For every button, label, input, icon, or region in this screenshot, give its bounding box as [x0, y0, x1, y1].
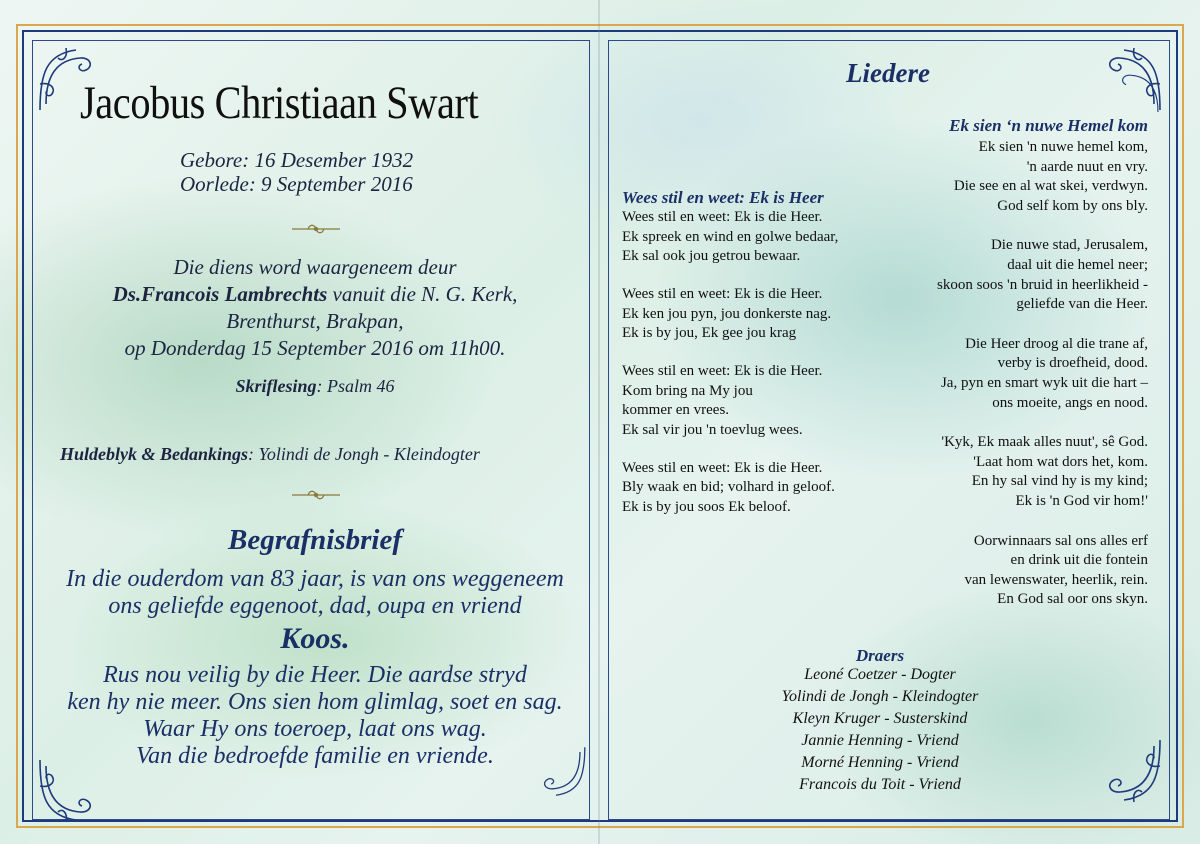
tribute-line	[60, 444, 480, 465]
song-title: Wees stil en weet: Ek is Heer	[622, 188, 824, 207]
lyric-line: Kom bring na My jou	[622, 382, 753, 399]
lyric-line: Die see en al wat skei, verdwyn.	[953, 178, 1148, 195]
service-intro: Die diens word waargeneem deur	[173, 255, 457, 279]
lyric-line: Wees stil en weet: Ek is die Heer.	[622, 363, 823, 379]
closing-line: ken hy nie meer. Ons sien hom glimlag, soet en sag.	[67, 689, 563, 715]
lyric-line: skoon soos 'n bruid in heerlikheid -	[936, 276, 1148, 293]
lyric-line: van lewenswater, heerlik, rein.	[964, 571, 1148, 588]
lyric-line: Oorwinnaars sal ons alles erf	[973, 532, 1148, 549]
lyric-line: Ek is 'n God vir hom!'	[1015, 492, 1148, 509]
lyric-line: 'Kyk, Ek maak alles nuut', sê God.	[941, 434, 1148, 451]
bearer-item: Jannie Henning - Vriend	[801, 732, 959, 749]
church-name: vanuit die N. G. Kerk,	[327, 282, 518, 306]
stanza	[937, 532, 1148, 610]
tribute-value: : Yolindi de Jongh - Kleindogter	[248, 444, 480, 464]
lyric-line: en drink uit die fontein	[1010, 552, 1148, 569]
bearer-item: Morné Henning - Vriend	[801, 754, 959, 771]
bearer-item: Francois du Toit - Vriend	[799, 776, 961, 793]
service-details	[60, 254, 570, 362]
lyric-line: Ek ken jou pyn, jou donkerste nag.	[622, 305, 832, 322]
scripture-reading-value: : Psalm 46	[316, 376, 395, 396]
minister-name: Ds.Francois Lambrechts	[112, 282, 328, 306]
bearers-list	[720, 664, 1040, 796]
service-location: Brenthurst, Brakpan,	[226, 309, 404, 333]
letter-heading: Begrafnisbrief	[228, 524, 402, 556]
stanza	[622, 285, 838, 344]
closing-line: Van die bedroefde familie en vriende.	[136, 743, 494, 769]
stanza	[622, 208, 838, 267]
letter-text	[60, 566, 570, 620]
closing-line: Waar Hy ons toeroep, laat ons wag.	[143, 716, 487, 742]
death-date: Oorlede: 9 September 2016	[180, 172, 413, 196]
service-datetime: op Donderdag 15 September 2016 om 11h00.	[124, 336, 506, 360]
letter-line: ons geliefde eggenoot, dad, oupa en vriend	[108, 593, 522, 619]
lyric-line: Bly waak en bid; volhard in geloof.	[622, 479, 835, 495]
stanza	[622, 459, 838, 518]
lyric-line: Ja, pyn en smart wyk uit die hart –	[940, 374, 1148, 391]
deceased-name: Jacobus Christiaan Swart	[80, 77, 479, 129]
songs-heading: Liedere	[846, 58, 930, 88]
bearer-item: Leoné Coetzer - Dogter	[804, 666, 956, 683]
lyric-line: kommer en vrees.	[622, 402, 730, 418]
lyric-line: Ek sal ook jou getrou bewaar.	[622, 248, 801, 264]
song-lyrics-right	[937, 138, 1148, 630]
stanza	[937, 138, 1148, 216]
lyric-line: Wees stil en weet: Ek is die Heer.	[622, 286, 823, 302]
bearer-item: Yolindi de Jongh - Kleindogter	[781, 688, 979, 705]
lyric-line: Wees stil en weet: Ek is die Heer.	[622, 459, 823, 476]
lyric-line: verby is droefheid, dood.	[997, 355, 1148, 372]
closing-line: Rus nou veilig by die Heer. Die aardse stryd	[103, 662, 527, 688]
stanza	[937, 433, 1148, 511]
stanza	[937, 335, 1148, 413]
lyric-line: 'Laat hom wat dors het, kom.	[973, 453, 1148, 470]
lyric-line: Wees stil en weet: Ek is die Heer.	[622, 209, 823, 225]
nickname: Koos.	[280, 622, 350, 655]
lyric-line: Ek is by jou soos Ek beloof.	[622, 498, 791, 515]
lyric-line: daal uit die hemel neer;	[1007, 256, 1148, 273]
lyric-line: Die nuwe stad, Jerusalem,	[990, 237, 1148, 254]
tribute-label: Huldeblyk & Bedankings	[60, 444, 249, 464]
lyric-line: Ek sien 'n nuwe hemel kom,	[978, 139, 1148, 155]
stanza	[937, 236, 1148, 314]
letter-line: In die ouderdom van 83 jaar, is van ons weggeneem	[66, 566, 564, 592]
center-fold	[598, 0, 600, 844]
divider-ornament-icon	[290, 488, 342, 502]
birth-date: Gebore: 16 Desember 1932	[180, 148, 414, 172]
bearers-heading: Draers	[855, 646, 905, 665]
lyric-line: Ek sal vir jou 'n toevlug wees.	[622, 421, 803, 438]
scripture-reading	[60, 376, 570, 397]
corner-flourish-icon	[1094, 736, 1164, 806]
lyric-line: En hy sal vind hy is my kind;	[971, 473, 1148, 490]
lyric-line: geliefde van die Heer.	[1016, 296, 1148, 313]
song-lyrics-left	[622, 208, 838, 536]
service-minister-line	[60, 281, 570, 308]
song-title: Ek sien ‘n nuwe Hemel kom	[949, 116, 1148, 135]
lyric-line: En God sal oor ons skyn.	[997, 591, 1148, 608]
stanza	[622, 362, 838, 440]
corner-flourish-icon	[1110, 64, 1166, 120]
closing-text	[60, 662, 570, 770]
lyric-line: Die Heer droog al die trane af,	[965, 335, 1148, 352]
divider-ornament-icon	[290, 222, 342, 236]
lyric-line: Ek is by jou, Ek gee jou krag	[622, 325, 797, 341]
life-dates	[180, 148, 413, 196]
lyric-line: ons moeite, angs en nood.	[992, 394, 1148, 411]
bearer-item: Kleyn Kruger - Susterskind	[792, 710, 968, 727]
lyric-line: Ek spreek en wind en golwe bedaar,	[622, 228, 839, 245]
lyric-line: 'n aarde nuut en vry.	[1026, 158, 1148, 175]
lyric-line: God self kom by ons bly.	[997, 197, 1148, 214]
scripture-reading-label: Skriflesing	[235, 376, 317, 396]
